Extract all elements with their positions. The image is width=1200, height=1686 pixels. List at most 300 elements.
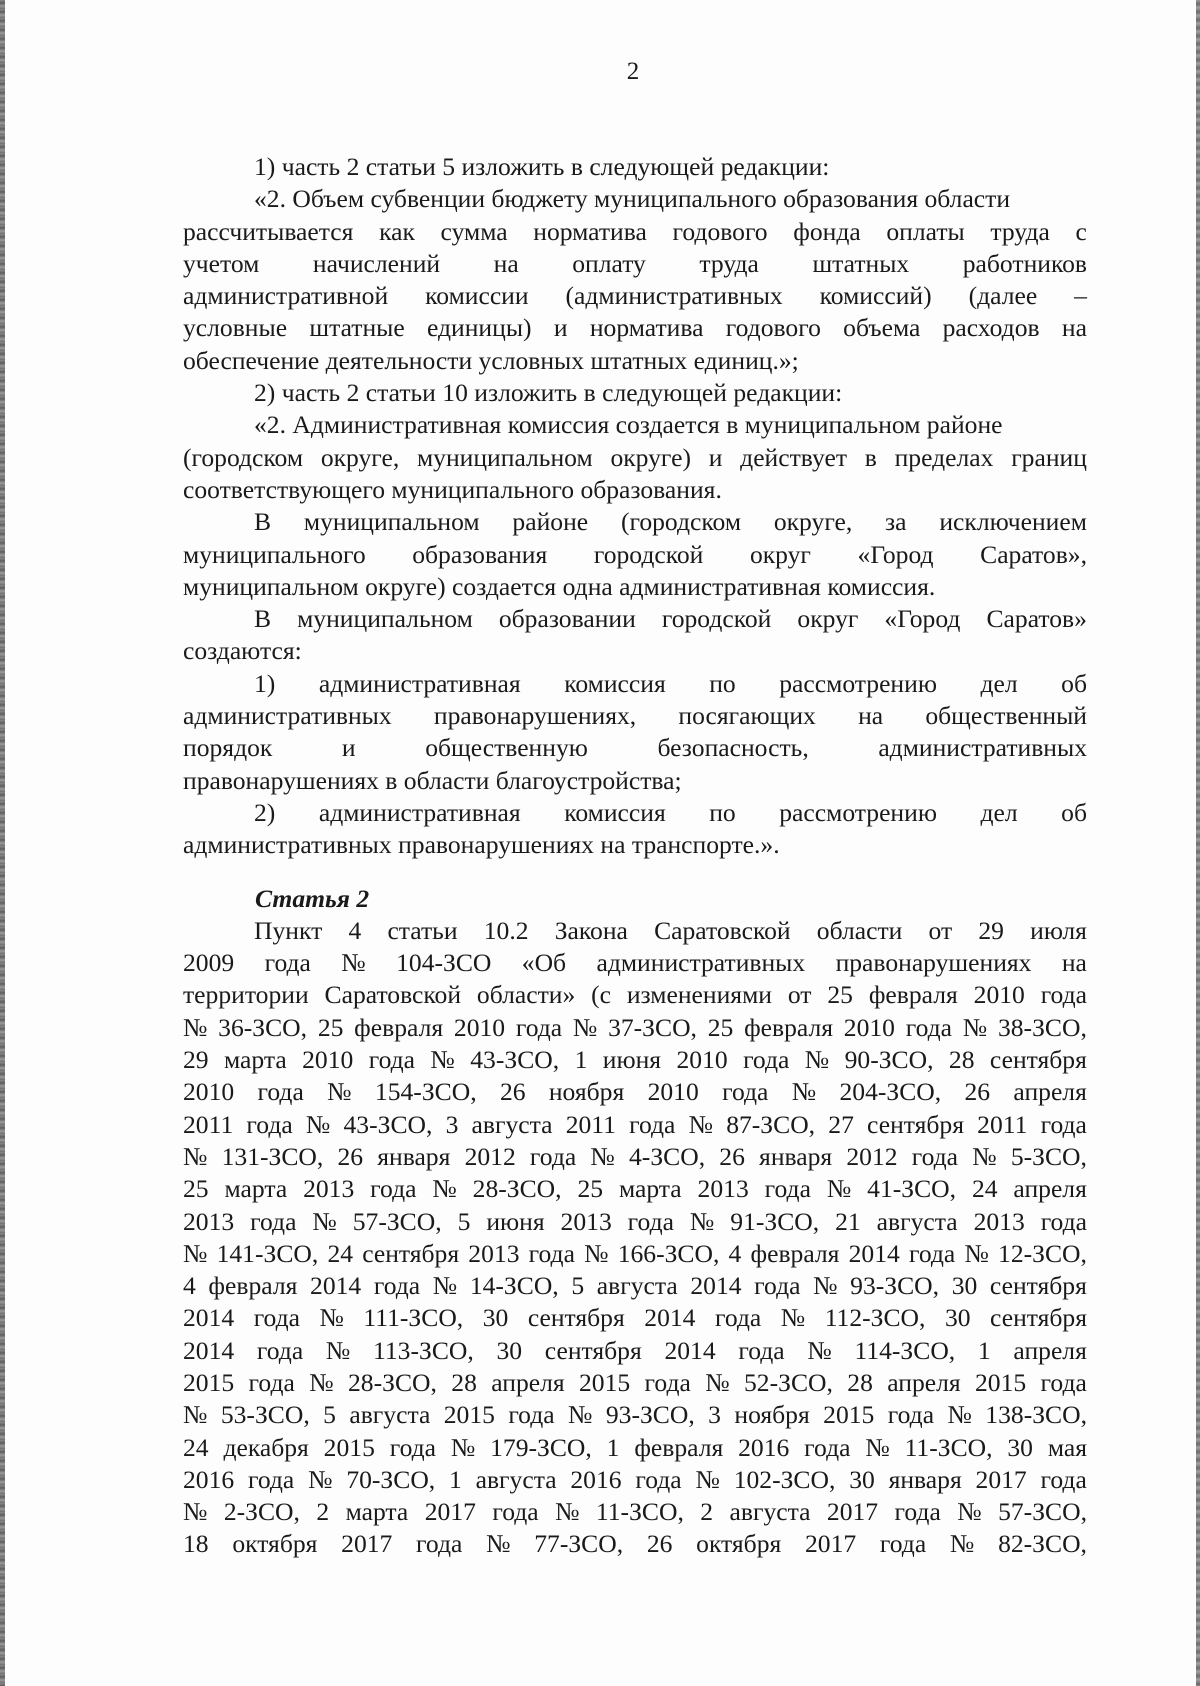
word: штатные [309, 313, 405, 343]
word: № [962, 1012, 988, 1042]
word: рассчитывается [183, 216, 354, 246]
text-line: «2. Объем субвенции бюджету муниципального образования области [254, 184, 1011, 214]
word: на [493, 248, 519, 278]
word: 90-ЗСО, [844, 1045, 934, 1075]
word: «Город [857, 539, 934, 569]
word: фонда [793, 216, 861, 246]
word: 2 [700, 1497, 714, 1527]
scan-edge-left [0, 0, 5, 1686]
word: года [247, 1464, 295, 1494]
word: объема [843, 313, 921, 343]
word: августа [596, 1271, 678, 1301]
word: 28 [847, 1367, 873, 1397]
word: № [865, 1432, 890, 1462]
word: 29 [978, 915, 1004, 945]
word: В [254, 507, 272, 537]
word: марта [224, 1045, 287, 1075]
word: января [377, 1141, 451, 1171]
word: (городском [183, 442, 304, 472]
word: апреля [1013, 1335, 1087, 1365]
word: 4-ЗСО, [629, 1141, 706, 1171]
text-line [183, 700, 1087, 732]
word: «Об [521, 948, 567, 978]
word: на [858, 701, 884, 731]
word: апреля [887, 1367, 961, 1397]
word: 26 [964, 1077, 991, 1107]
text-line [183, 1432, 1087, 1464]
word: как [379, 216, 415, 246]
word: комиссия [564, 797, 666, 827]
word: 18 [183, 1529, 209, 1559]
word: 24 [183, 1432, 209, 1462]
word: года [257, 1077, 304, 1107]
word: 2015 [579, 1367, 631, 1397]
word: декабря [223, 1432, 309, 1462]
word: в [864, 442, 877, 472]
word: 27 [828, 1109, 854, 1139]
word: общественную [425, 733, 588, 763]
text-line [183, 1464, 1087, 1496]
scan-edge-right [1196, 0, 1200, 1686]
word: 30 [482, 1303, 509, 1333]
word: 2017 [424, 1497, 476, 1527]
word: дел [980, 668, 1018, 698]
word: 104-ЗСО [396, 948, 492, 978]
word: рассмотрению [779, 797, 937, 827]
word: образовании [498, 604, 636, 634]
word: сентября [989, 1045, 1087, 1075]
word: 2014 [848, 1238, 900, 1268]
page-number: 2 [626, 58, 640, 85]
text-line [183, 1270, 1087, 1302]
word: года [905, 1012, 953, 1042]
word: № [688, 1109, 714, 1139]
word: октября [696, 1529, 782, 1559]
word: 2013 [303, 1174, 355, 1204]
word: оплаты [886, 216, 965, 246]
text-line: административных правонарушениях на транспорте.». [183, 830, 780, 860]
word: по [709, 797, 736, 827]
word: 112-ЗСО, [824, 1303, 926, 1333]
word: (административных [565, 281, 783, 311]
word: августа [349, 1400, 431, 1430]
word: 28-ЗСО, [348, 1367, 437, 1397]
word: 113-ЗСО, [373, 1335, 474, 1365]
word: 2016 [738, 1432, 790, 1462]
word: по [709, 668, 736, 698]
word: округ [797, 604, 859, 634]
word: года [894, 1497, 941, 1527]
word: 26 [719, 1141, 745, 1171]
word: городской [593, 539, 704, 569]
word: округ [749, 539, 811, 569]
word: № [689, 1206, 715, 1236]
word: 11-ЗСО, [595, 1497, 684, 1527]
word: пределах [894, 442, 994, 472]
word: года [1040, 1464, 1087, 1494]
word: сумма [440, 216, 508, 246]
word: № [972, 1141, 997, 1171]
word: 25 [317, 1012, 344, 1042]
word: об [1061, 797, 1087, 827]
word: № [964, 1238, 989, 1268]
word: 57-ЗСО, [352, 1206, 442, 1236]
text-line [183, 1141, 1087, 1173]
word: 25 [577, 1174, 604, 1204]
word: 37-ЗСО, [608, 1012, 697, 1042]
word: Пункт [254, 915, 323, 945]
word: 26 [499, 1077, 526, 1107]
word: Саратовской [654, 915, 791, 945]
word: года [515, 1012, 563, 1042]
word: административная [318, 797, 521, 827]
word: 2011 [565, 1109, 616, 1139]
text-line: создаются: [183, 636, 302, 666]
word: 30 [944, 1303, 971, 1333]
word: 2011 [977, 1109, 1028, 1139]
word: 2013 [973, 1206, 1025, 1236]
word: и [708, 442, 723, 472]
word: мая [1047, 1432, 1087, 1462]
text-line [183, 539, 1087, 571]
word: года [370, 1174, 417, 1204]
word: оплату [572, 248, 646, 278]
text-line [183, 1528, 1087, 1560]
word: 4 [348, 915, 362, 945]
word: февраля [208, 1271, 298, 1301]
word: 204-ЗСО, [839, 1077, 942, 1107]
word: февраля [868, 980, 958, 1010]
word: 87-ЗСО, [726, 1109, 816, 1139]
word: № [183, 1141, 208, 1171]
word: посягающих [678, 701, 816, 731]
word: общественный [925, 701, 1087, 731]
word: 82-ЗСО, [998, 1529, 1087, 1559]
word: года [754, 1271, 801, 1301]
word: сентября [989, 1271, 1087, 1301]
word: года [264, 948, 311, 978]
word: апреля [1013, 1174, 1087, 1204]
word: 141-ЗСО, [216, 1238, 319, 1268]
word: 2015 [443, 1400, 495, 1430]
word: с [1075, 216, 1087, 246]
word: марта [618, 1174, 682, 1204]
word: № [695, 1464, 720, 1494]
word: марта [224, 1174, 288, 1204]
word: № [183, 1497, 208, 1527]
word: 30 [496, 1335, 523, 1365]
word: 70-ЗСО, [346, 1464, 436, 1494]
word: 2015 [975, 1367, 1027, 1397]
word: февраля [750, 1238, 840, 1268]
word: труда [699, 248, 759, 278]
word: сентября [990, 1303, 1087, 1333]
word: года [492, 1497, 539, 1527]
word: 2015 [183, 1367, 235, 1397]
word: № [432, 1271, 458, 1301]
word: года [743, 1045, 790, 1075]
word: 2010 [973, 980, 1025, 1010]
word: Саратов», [980, 539, 1087, 569]
word: комиссия [564, 668, 666, 698]
word: районе [512, 507, 589, 537]
word: муниципальном [303, 507, 480, 537]
word: 2017 [804, 1529, 857, 1559]
text-line [183, 1302, 1087, 1334]
word: № [450, 1432, 476, 1462]
word: января [759, 1141, 833, 1171]
word: 2014 [310, 1271, 362, 1301]
word: 2017 [826, 1497, 879, 1527]
word: 24 [327, 1238, 354, 1268]
word: округе, [773, 507, 853, 537]
word: № [826, 1174, 852, 1204]
word: области» [476, 980, 576, 1010]
word: года [764, 1174, 811, 1204]
word: № [312, 1206, 337, 1236]
word: безопасность, [657, 733, 809, 763]
word: норматива [589, 313, 704, 343]
word: 5-ЗСО, [1010, 1141, 1087, 1171]
text-line [183, 915, 1087, 947]
word: 4 [183, 1271, 196, 1301]
word: года [635, 1464, 682, 1494]
word: 2 [316, 1497, 330, 1527]
word: 57-ЗСО, [998, 1497, 1087, 1527]
word: № [947, 1400, 972, 1430]
word: 93-ЗСО, [850, 1271, 940, 1301]
word: 28 [948, 1045, 975, 1075]
word: года [368, 1045, 416, 1075]
word: округе, [320, 442, 400, 472]
word: года [529, 1141, 577, 1171]
word: Саратовской [324, 980, 462, 1010]
word: января [888, 1464, 962, 1494]
word: расходов [942, 313, 1040, 343]
word: 154-ЗСО, [374, 1077, 477, 1107]
word: 30 [849, 1464, 875, 1494]
word: 26 [646, 1529, 673, 1559]
word: № [341, 948, 366, 978]
word: учетом [183, 248, 260, 278]
word: апреля [1013, 1077, 1087, 1107]
word: 138-ЗСО, [985, 1400, 1087, 1430]
word: 12-ЗСО, [998, 1238, 1087, 1268]
word: 2012 [846, 1141, 898, 1171]
text-line [183, 1367, 1087, 1399]
word: 2) [254, 797, 276, 827]
word: ноября [734, 1400, 810, 1430]
word: июня [602, 1045, 662, 1075]
word: 91-ЗСО, [730, 1206, 820, 1236]
word: № [957, 1497, 982, 1527]
word: 2014 [690, 1271, 742, 1301]
text-line: правонарушениях в области благоустройства; [183, 765, 682, 795]
word: годового [725, 313, 821, 343]
word: года [879, 1529, 927, 1559]
text-line: обеспечение деятельности условных штатных единиц.»; [183, 345, 799, 375]
amendment-section [183, 151, 1087, 862]
text-line [183, 442, 1087, 474]
word: образования [412, 539, 548, 569]
word: начислений [312, 248, 441, 278]
text-line [183, 1109, 1087, 1141]
word: комиссий) [819, 281, 932, 311]
text-line [183, 1076, 1087, 1108]
word: 2009 [183, 948, 235, 978]
word: года [250, 1206, 297, 1236]
word: порядок [183, 733, 273, 763]
word: 11-ЗСО, [904, 1432, 993, 1462]
word: года [1040, 1109, 1087, 1139]
text-line [183, 797, 1087, 829]
word: административных [878, 733, 1087, 763]
word: 2016 [570, 1464, 622, 1494]
word: № [572, 1012, 598, 1042]
word: года [416, 1529, 463, 1559]
word: 111-ЗСО, [363, 1303, 464, 1333]
word: 5 [323, 1400, 336, 1430]
word: 30 [1007, 1432, 1033, 1462]
word: 2010 [676, 1045, 728, 1075]
word: года [256, 1335, 304, 1365]
word: (городском [620, 507, 742, 537]
word: № [590, 1141, 615, 1171]
text-line [183, 603, 1087, 635]
word: 26 [337, 1141, 364, 1171]
text-line [183, 732, 1087, 764]
word: 1 [449, 1464, 462, 1494]
text-line: «2. Административная комиссия создается в муниципальном районе [254, 410, 1003, 440]
word: 2015 [323, 1432, 375, 1462]
text-line [183, 1206, 1087, 1238]
text-line: 2) часть 2 статьи 10 изложить в следующей редакции: [254, 378, 843, 408]
word: правонарушениях [835, 948, 1032, 978]
word: условные [183, 313, 288, 343]
word: муниципальном [416, 442, 593, 472]
word: административной [183, 281, 389, 311]
word: (далее [968, 281, 1038, 311]
word: 25 [707, 1012, 734, 1042]
word: октября [232, 1529, 318, 1559]
word: 2017 [975, 1464, 1027, 1494]
word: работников [962, 248, 1087, 278]
word: 2-ЗСО, [223, 1497, 300, 1527]
word: сентября [544, 1335, 642, 1365]
word: норматива [533, 216, 647, 246]
word: 36-ЗСО, [218, 1012, 308, 1042]
word: года [722, 1077, 769, 1107]
word: № [432, 1174, 457, 1204]
word: сентября [867, 1109, 964, 1139]
word: 102-ЗСО, [733, 1464, 836, 1494]
word: года [373, 1271, 421, 1301]
word: дел [980, 797, 1018, 827]
word: года [389, 1432, 437, 1462]
word: года [1040, 1206, 1087, 1236]
word: 2011 [183, 1109, 234, 1139]
text-line: муниципальном округе) создается одна административная комиссия. [183, 571, 936, 601]
word: 25 [183, 1174, 209, 1204]
word: за [885, 507, 907, 537]
word: года [253, 1303, 300, 1333]
word: В [254, 604, 272, 634]
word: августа [876, 1206, 958, 1236]
word: № [791, 1077, 817, 1107]
text-line [183, 947, 1087, 979]
word: на [1061, 948, 1087, 978]
word: 131-ЗСО, [221, 1141, 324, 1171]
word: года [887, 1400, 935, 1430]
text-line [183, 216, 1087, 248]
text-line [183, 1335, 1087, 1367]
word: 2014 [183, 1303, 235, 1333]
word: 21 [835, 1206, 861, 1236]
word: и [553, 313, 568, 343]
word: 38-ЗСО, [997, 1012, 1087, 1042]
word: 114-ЗСО, [854, 1335, 956, 1365]
word: № [486, 1529, 511, 1559]
word: на [1061, 313, 1087, 343]
word: и [341, 733, 356, 763]
word: февраля [744, 1012, 834, 1042]
word: 2014 [183, 1335, 235, 1365]
word: апреля [491, 1367, 565, 1397]
word: 1 [574, 1045, 588, 1075]
word: февраля [354, 1012, 444, 1042]
text-line [183, 1012, 1087, 1044]
word: Закона [554, 915, 628, 945]
word: года [644, 1367, 691, 1397]
text-line [183, 1044, 1087, 1076]
word: № [949, 1529, 975, 1559]
word: территории [183, 980, 309, 1010]
word: 5 [571, 1271, 585, 1301]
word: № [430, 1045, 455, 1075]
word: муниципального [183, 539, 366, 569]
word: административных [183, 701, 392, 731]
word: № [804, 1045, 830, 1075]
text-line [183, 1173, 1087, 1205]
word: года [1040, 1367, 1087, 1397]
word: 77-ЗСО, [534, 1529, 624, 1559]
word: № [584, 1238, 609, 1268]
word: 2013 [183, 1206, 235, 1236]
word: 2010 [183, 1077, 235, 1107]
word: года [908, 1238, 956, 1268]
word: № [309, 1367, 334, 1397]
word: 24 [971, 1174, 998, 1204]
word: 53-ЗСО, [220, 1400, 310, 1430]
word: границ [1011, 442, 1087, 472]
text-line [183, 979, 1087, 1011]
word: статьи [387, 915, 458, 945]
word: 1) [254, 668, 276, 698]
word: 166-ЗСО, [617, 1238, 720, 1268]
word: 2014 [664, 1335, 716, 1365]
text-line [183, 506, 1087, 538]
word: 1 [606, 1432, 620, 1462]
text-line [183, 312, 1087, 344]
word: июля [1030, 915, 1087, 945]
word: 2015 [823, 1400, 875, 1430]
word: от [928, 915, 953, 945]
word: № [555, 1497, 580, 1527]
word: 2010 [302, 1045, 354, 1075]
text-line: 1) часть 2 статьи 5 изложить в следующей редакции: [254, 152, 830, 181]
word: 14-ЗСО, [469, 1271, 559, 1301]
word: года [804, 1432, 851, 1462]
